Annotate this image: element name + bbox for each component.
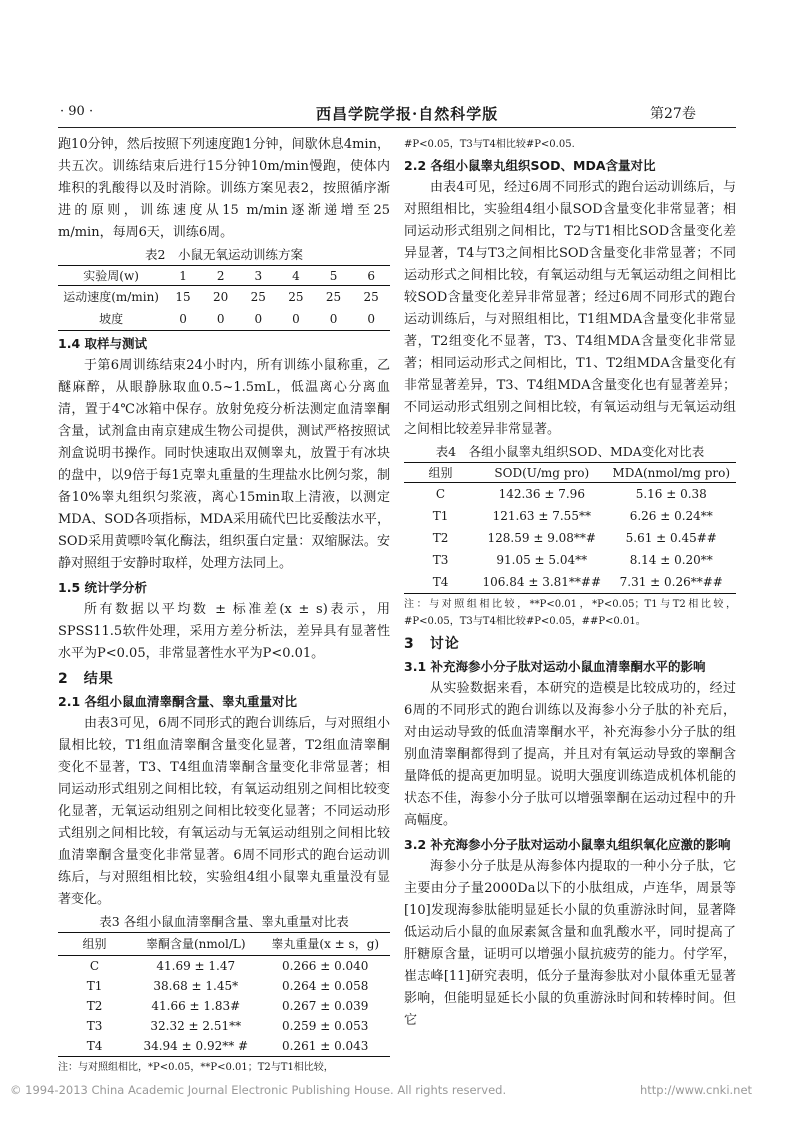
table2-cell: 0 [292,312,300,326]
table2-cell: 20 [213,290,229,304]
table2-header-cell: 6 [367,268,375,283]
table4-cell: 121.63 ± 7.55** [492,509,591,523]
table2-caption: 表2 小鼠无氧运动训练方案 [145,247,303,262]
paragraph-results-testosterone: 由表3可见，6周不同形式的跑台训练后，与对照组小鼠相比较，T1组血清睾酮含量变化显著，T2组血清睾酮变化不显著，T3、T4组血清睾酮含量变化非常显著；相同运动形式组别之间相比较，有氧运动组别之间相比较变化显著，无氧运动组别之间相比较变化显著；不同运动形式组别之间相比较，有氧运动与无氧运动组别之间相比较血清睾酮含量变化非常显著。6周不同形式的跑台运动训练后，与对照组相比较，实验组4组小鼠睾丸重量没有显著变化。 [58,716,390,907]
table2-cell: 0 [367,312,375,326]
table3-cell: 41.69 ± 1.47 [156,959,236,973]
table4-cell: 7.31 ± 0.26**## [619,575,723,589]
page-number: · 90 · [60,104,94,119]
table4-cell: 106.84 ± 3.81**## [482,575,602,589]
table4-cell: 6.26 ± 0.24** [629,509,713,523]
paragraph-sampling: 于第6周训练结束24小时内，所有训练小鼠称重，乙醚麻醉，从眼静脉取血0.5~1.5mL，低温离心分离血清，置于4℃冰箱中保存。放射免疫分析法测定血清睾酮含量，试剂盒由南京建成生物公司提供，测试严格按照试剂盒说明书操作。同时快速取出双侧睾丸，放置于有冰块的盘中，以9倍于每1克睾丸重量的生理盐水比例匀浆，制备10%睾丸组织匀浆液，离心15min取上清液，以测定MDA、SOD各项指标，MDA采用硫代巴比妥酸法水平，SOD采用黄嘌呤氧化酶法，组织蛋白定量：双缩脲法。安静对照组于安静时取样，处理方法同上。 [58,358,390,571]
paragraph-statistics: 所有数据以平均数 ± 标准差(x ± s)表示，用SPSS11.5软件处理，采用方差分析法，差异具有显著性水平为P<0.05，非常显著性水平为P<0.01。 [58,602,390,661]
right-column [404,134,736,1032]
table-row [404,527,736,549]
table3-cell: 41.66 ± 1.83# [151,999,241,1013]
table4-cell: C [435,487,446,501]
table2-cell: 坡度 [99,312,124,326]
table2-header-cell: 4 [292,268,300,283]
table3-cell: 0.261 ± 0.043 [282,1039,369,1053]
table3-header-row [58,933,390,956]
section-heading-2: 2 结果 [58,671,114,687]
table4-cell: T2 [432,531,449,545]
section-heading-2-2: 2.2 各组小鼠睾丸组织SOD、MDA含量对比 [404,158,656,173]
table-row [58,1016,390,1036]
table3-cell: 32.32 ± 2.51** [150,1019,242,1033]
journal-title: 西昌学院学报·自然科学版 [316,105,499,123]
section-heading-3-1: 3.1 补充海参小分子肽对运动小鼠血清睾酮水平的影响 [404,659,706,674]
table2-cell: 0 [216,312,225,326]
table-row [58,976,390,996]
table3-cell: 34.94 ± 0.92** # [143,1039,249,1053]
table3-cell: T3 [86,1019,103,1033]
table3-header-cell: 组别 [82,937,107,951]
table2-header-cell: 实验周(w) [83,269,139,283]
table2-header-cell: 2 [216,268,225,283]
section-heading-1-5: 1.5 统计学分析 [58,580,147,595]
table3-header-cell: 睾丸重量(x ± s，g) [271,937,380,951]
table4-cell: 5.16 ± 0.38 [635,487,707,501]
table3-note-continued: #P<0.05，T3与T4相比较#P<0.05. [404,139,575,150]
table-row [404,571,736,594]
table-row [58,1036,390,1057]
table4-cell: 5.61 ± 0.45## [625,531,717,545]
table-row [404,549,736,571]
table3-caption: 表3 各组小鼠血清睾酮含量、睾丸重量对比表 [99,914,349,929]
paragraph-results-sod-mda: 由表4可见，经过6周不同形式的跑台运动训练后，与对照组相比，实验组4组小鼠SOD含量变化非常显著；相同运动形式组别之间相比，T2与T1相比SOD含量变化差异显著，T4与T3之间相比SOD含量变化非常显著；不同运动形式之间相比较，有氧运动组与无氧运动组之间相比较SOD含量变化差异非常显著；经过6周不同形式的跑台运动训练后，与对照组相比，T1组MDA含量变化非常显著，T2组变化不显著，T3、T4组MDA含量变化非常显著；相同运动形式之间相比，T1、T2组MDA含量变化有非常显著差异，T3、T4组MDA含量变化也有显著差异；不同运动形式组别之间相比较，有氧运动组与无氧运动组之间相比较差异非常显著。 [404,180,736,437]
section-heading-1-4: 1.4 取样与测试 [58,336,147,351]
table4-header-row [404,463,736,483]
table2-cell: 25 [288,290,304,304]
table4-cell: 142.36 ± 7.96 [498,487,585,501]
table-row [58,956,390,977]
table3-cell: 0.266 ± 0.040 [282,959,369,973]
table3-cell: 0.267 ± 0.039 [282,999,369,1013]
header-rule [58,127,736,128]
table3-cell: C [89,959,100,973]
table2-cell: 15 [175,290,191,304]
table2 [58,265,390,331]
footer-url: http://www.cnki.net [640,1083,753,1097]
table2-cell: 0 [329,312,338,326]
table3-cell: 0.259 ± 0.053 [282,1019,369,1033]
table4-cell: T3 [432,553,449,567]
table2-cell: 25 [250,290,266,304]
table4-cell: T4 [432,575,449,589]
table2-header-cell: 3 [254,268,263,283]
table2-header-cell: 5 [329,268,338,283]
table4-header-cell: SOD(U/mg pro) [494,465,590,480]
table3-note: 注：与对照组相比，*P<0.05，**P<0.01；T2与T1相比较， [58,1062,334,1073]
section-heading-3-2: 3.2 补充海参小分子肽对运动小鼠睾丸组织氧化应激的影响 [404,837,731,852]
table4-header-cell: MDA(nmol/mg pro) [612,465,731,480]
table2-header-cell: 1 [179,268,187,283]
table4-header-cell: 组别 [428,466,453,480]
table2-cell: 0 [254,312,263,326]
section-heading-2-1: 2.1 各组小鼠血清睾酮含量、睾丸重量对比 [58,694,297,709]
table3 [58,932,390,1057]
table4-cell: 91.05 ± 5.04** [496,553,588,567]
left-column [58,134,390,1076]
paragraph-training: 跑10分钟，然后按照下列速度跑1分钟，间歇休息4min，共五次。训练结束后进行15分钟10m/min慢跑，使体内堆积的乳酸得以及时消除。训练方案见表2，按照循序渐进的原则，训练速度从15 m/min逐渐递增至25 m/min，每周6天，训练6周。 [58,137,390,240]
table2-cell: 运动速度(m/min) [63,290,159,304]
table-row [58,286,390,309]
table3-cell: T2 [86,999,103,1013]
volume-label: 第27卷 [650,106,696,122]
table4-note: 注：与对照组相比较，**P<0.01，*P<0.05；T1与T2相比较，#P<0.05，T3与T4相比较#P<0.05，##P<0.01。 [404,599,736,627]
paragraph-discussion-testosterone: 从实验数据来看，本研究的造模是比较成功的，经过6周的不同形式的跑台训练以及海参小分子肽的补充后，对由运动导致的低血清睾酮水平，补充海参小分子肽的组别血清睾酮都得到了提高，并且对有氧运动导致的睾酮含量降低的提高更加明显。说明大强度训练造成机体机能的状态不佳，海参小分子肽可以增强睾酮在运动过程中的升高幅度。 [404,681,736,828]
paragraph-discussion-oxidative: 海参小分子肽是从海参体内提取的一种小分子肽，它主要由分子量2000Da以下的小肽组成，卢连华，周景等[10]发现海参肽能明显延长小鼠的负重游泳时间，显著降低运动后小鼠的血尿素氮含量和血乳酸水平，同时提高了肝糖原含量，证明可以增强小鼠抗疲劳的能力。付学军，崔志峰[11]研究表明，低分子量海参肽对小鼠体重无显著影响，但能明显延长小鼠的负重游泳时间和转棒时间。但它 [404,859,736,1028]
table4-cell: 8.14 ± 0.20** [629,553,713,567]
copyright-notice: © 1994-2013 China Academic Journal Electronic Publishing House. All rights reserved. [10,1083,507,1097]
table3-cell: T4 [86,1039,103,1053]
table-row [404,505,736,527]
table2-header-row [58,266,390,286]
table3-cell: 38.68 ± 1.45* [153,979,239,993]
table4-caption: 表4 各组小鼠睾丸组织SOD、MDA变化对比表 [435,444,705,459]
table4 [404,462,736,594]
table4-cell: 128.59 ± 9.08**# [487,531,596,545]
table-row [404,483,736,506]
table2-cell: 25 [363,290,379,304]
table-row [58,308,390,331]
table3-cell: 0.264 ± 0.058 [282,979,369,993]
table4-cell: T1 [432,509,449,523]
table3-cell: T1 [86,979,103,993]
section-heading-3: 3 讨论 [404,636,460,652]
table3-header-cell: 睾酮含量(nmol/L) [145,937,246,951]
table2-cell: 0 [179,312,187,326]
table-row [58,996,390,1016]
table2-cell: 25 [325,290,342,304]
